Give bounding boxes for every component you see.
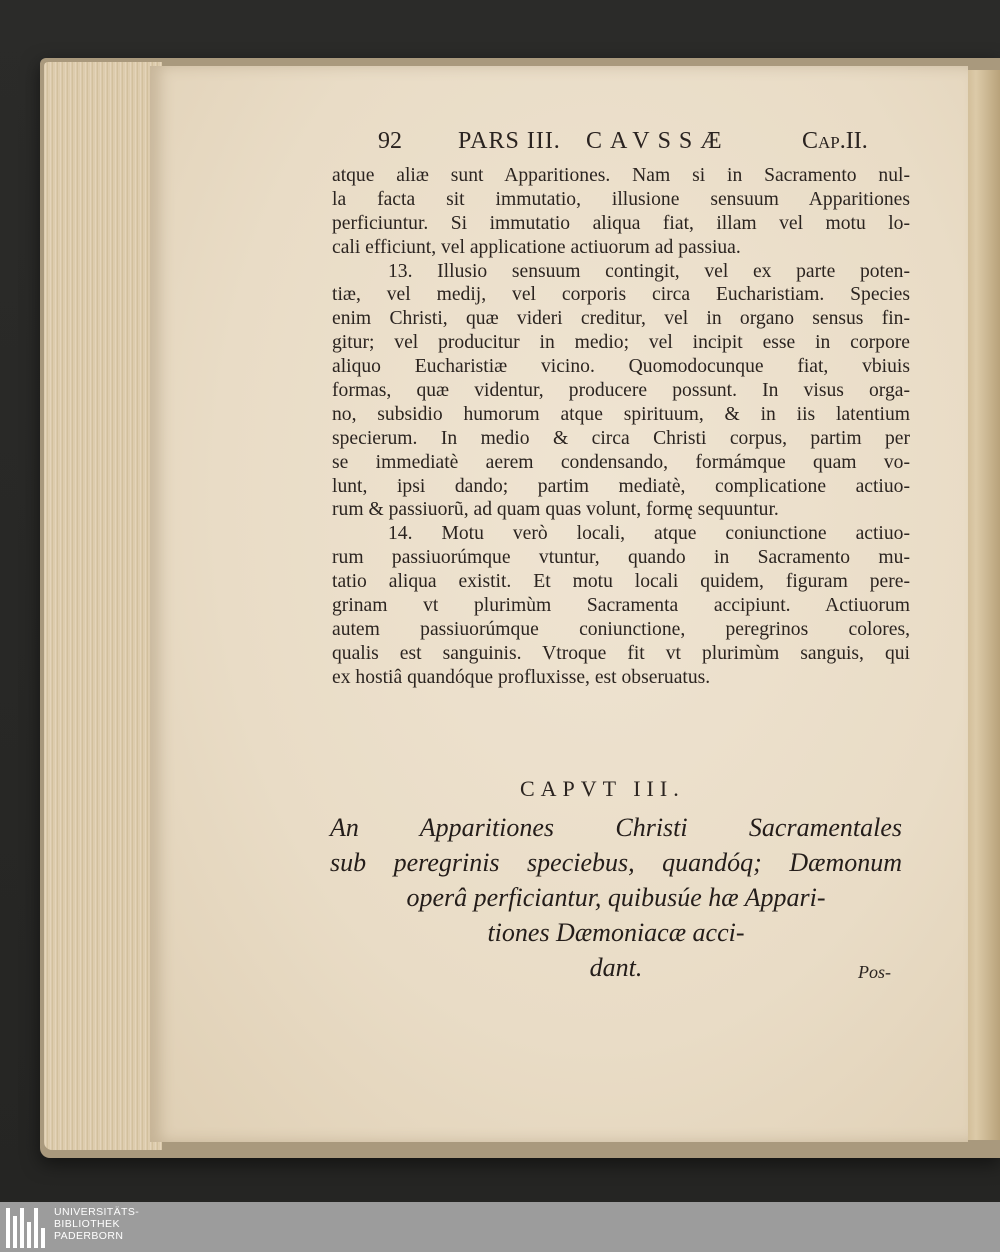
header-chapter: Cap.II.: [802, 128, 868, 154]
chapter-title-line: operâ perficiantur, quibusúe hæ Appari-: [406, 883, 826, 912]
library-name-line: BIBLIOTHEK: [54, 1218, 120, 1230]
library-name-line: PADERBORN: [54, 1230, 124, 1242]
text-line: autem passiuorúmque coniunctione, peregrinos colores,: [332, 618, 910, 640]
text-line: la facta sit immutatio, illusione sensuum Apparitiones: [332, 188, 910, 210]
running-header: [378, 128, 908, 158]
text-line: perficiuntur. Si immutatio aliqua fiat, illam vel motu lo-: [332, 212, 910, 234]
paragraph-14-start: 14. Motu verò locali, atque coniunctione actiuo-: [388, 523, 910, 545]
text-line: qualis est sanguinis. Vtroque fit vt plurimùm sanguis, qui: [332, 642, 910, 664]
text-line: ex hostiâ quandóque profluxisse, est obseruatus.: [332, 666, 711, 688]
text-line: aliquo Eucharistiæ vicino. Quomodocunque fiat, vbiuis: [332, 356, 910, 378]
library-footer: [0, 1202, 1000, 1252]
chapter-heading: CAPVT III.: [520, 776, 685, 801]
text-line: tatio aliqua existit. Et motu locali quidem, figuram pere-: [332, 571, 910, 593]
text-line: gitur; vel producitur in medio; vel incipit esse in corpore: [332, 332, 910, 354]
text-line: cali efficiunt, vel applicatione actiuorum ad passiua.: [332, 236, 741, 258]
catchword: Pos-: [858, 962, 891, 982]
text-line: tiæ, vel medij, vel corporis circa Eucharistiam. Species: [332, 284, 910, 306]
library-name: [54, 1206, 174, 1242]
chapter-title-line: dant.: [589, 953, 643, 982]
text-line: enim Christi, quæ videri creditur, vel in organo sensus fin-: [332, 308, 910, 330]
library-name-line: UNIVERSITÄTS-: [54, 1206, 140, 1218]
chapter-title: [330, 810, 902, 985]
text-line: no, subsidio humorum atque spirituum, & in iis latentium: [332, 403, 910, 425]
text-line: rum & passiuorũ, ad quam quas volunt, formę sequuntur.: [332, 499, 779, 521]
body-text: [332, 164, 910, 690]
chapter-title-line: An Apparitiones Christi Sacramentales: [330, 813, 902, 842]
header-part: PARS III.: [458, 128, 561, 154]
header-section: CAVSSÆ: [586, 128, 730, 154]
text-line: lunt, ipsi dando; partim mediatè, complicatione actiuo-: [332, 475, 910, 497]
page-edges: [44, 62, 162, 1150]
library-logo-icon: [6, 1208, 48, 1248]
text-line: atque aliæ sunt Apparitiones. Nam si in Sacramento nul-: [332, 165, 910, 186]
chapter-title-line: sub peregrinis speciebus, quandóq; Dæmonum: [330, 848, 902, 877]
text-line: specierum. In medio & circa Christi corpus, partim per: [332, 427, 910, 449]
text-line: se immediatè aerem condensando, formámque quam vo-: [332, 451, 910, 473]
text-line: rum passiuorúmque vtuntur, quando in Sacramento mu-: [332, 547, 910, 569]
text-line: formas, quæ videntur, producere possunt. In visus orga-: [332, 380, 910, 402]
paragraph-13-start: 13. Illusio sensuum contingit, vel ex parte poten-: [388, 260, 910, 282]
chapter-title-line: tiones Dæmoniacæ acci-: [487, 918, 745, 947]
text-line: grinam vt plurimùm Sacramenta accipiunt. Actiuorum: [332, 595, 910, 617]
page-number: 92: [378, 128, 402, 154]
